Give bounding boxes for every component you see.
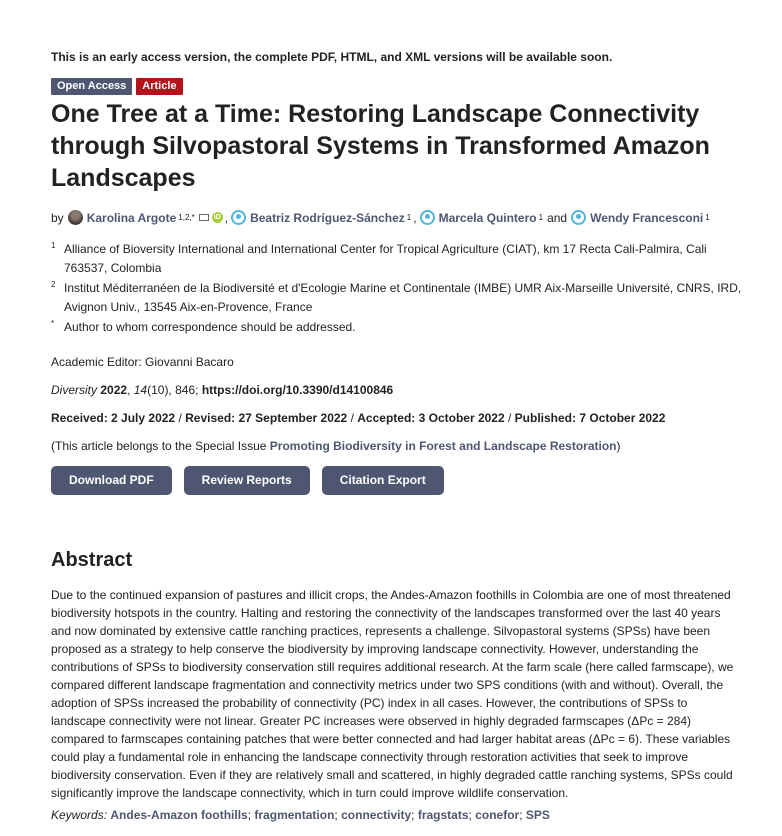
keyword-link[interactable]: fragstats <box>417 808 469 822</box>
keyword-separator: ; <box>468 808 472 822</box>
keyword-link[interactable]: connectivity <box>341 808 412 822</box>
special-issue-prefix: (This article belongs to the Special Issue <box>51 439 270 453</box>
author-name[interactable]: Wendy Francesconi <box>590 210 704 225</box>
affiliation-item <box>51 279 751 317</box>
affiliation-text: Institut Méditerranéen de la Biodiversité et d'Ecologie Marine et Continentale (IMBE) UMR Aix-Marseille Université, CNRS, IRD, Avignon Univ., 13545 Aix-en-Provence, France <box>64 281 742 314</box>
author-generic-icon <box>231 210 246 225</box>
published-date: 7 October 2022 <box>579 411 666 425</box>
author-name[interactable]: Beatriz Rodríguez-Sánchez <box>250 210 405 225</box>
published-label: Published: <box>514 411 577 425</box>
affiliation-text: Alliance of Bioversity International and International Center for Tropical Agriculture (CIAT), km 17 Recta Cali-Palmira, Cali 763537, Colombia <box>64 242 707 275</box>
keyword-link[interactable]: fragmentation <box>254 808 335 822</box>
open-access-badge[interactable]: Open Access <box>51 78 132 95</box>
affiliation-number: * <box>51 319 55 328</box>
download-pdf-button[interactable]: Download PDF <box>51 466 172 495</box>
keyword-separator: ; <box>334 808 338 822</box>
journal-name: Diversity <box>51 383 98 397</box>
orcid-icon[interactable]: iD <box>213 214 221 221</box>
affiliation-number: 1 <box>51 241 56 250</box>
author-name[interactable]: Marcela Quintero <box>438 210 537 225</box>
received-date: 2 July 2022 <box>111 411 176 425</box>
author-2[interactable] <box>231 210 411 225</box>
author-separator: , <box>413 210 417 225</box>
affiliation-number: 2 <box>51 280 56 289</box>
author-affil-sup: 1,2,* <box>178 213 195 222</box>
mail-icon[interactable] <box>199 214 209 221</box>
author-1[interactable] <box>68 210 223 225</box>
keywords <box>51 808 550 822</box>
special-issue-link[interactable]: Promoting Biodiversity in Forest and Landscape Restoration <box>269 439 617 453</box>
accepted-label: Accepted: <box>357 411 416 425</box>
badges <box>51 78 183 95</box>
keyword-separator: ; <box>519 808 523 822</box>
accepted-date: 3 October 2022 <box>418 411 505 425</box>
revised-label: Revised: <box>185 411 236 425</box>
author-list <box>51 210 710 225</box>
publication-dates: Received: 2 July 2022 / Revised: 27 September 2022 / Accepted: 3 October 2022 / Published: 7 October 2022 <box>51 411 666 425</box>
author-separator: , <box>224 210 229 225</box>
affiliation-text: Author to whom correspondence should be addressed. <box>64 320 356 334</box>
author-affil-sup: 1 <box>705 213 710 222</box>
author-photo-icon <box>68 210 83 225</box>
abstract-heading: Abstract <box>51 549 133 571</box>
keyword-separator: ; <box>247 808 252 822</box>
academic-editor: Academic Editor: Giovanni Bacaro <box>51 355 234 369</box>
early-access-notice: This is an early access version, the complete PDF, HTML, and XML versions will be available soon. <box>51 50 613 64</box>
special-issue-note <box>51 439 621 453</box>
citation-issue-pages: (10), 846; <box>147 383 199 397</box>
special-issue-suffix: ) <box>616 439 621 453</box>
and-label: and <box>547 210 568 225</box>
doi-link[interactable]: https://doi.org/10.3390/d14100846 <box>201 383 394 397</box>
author-name[interactable]: Karolina Argote <box>86 210 177 225</box>
keyword-link[interactable]: conefor <box>475 808 520 822</box>
affiliation-item <box>51 240 751 278</box>
by-label: by <box>51 210 64 225</box>
author-affil-sup: 1 <box>406 213 412 222</box>
author-3[interactable] <box>420 210 543 225</box>
affiliation-item <box>51 318 751 337</box>
affiliations <box>51 240 751 338</box>
keyword-separator: ; <box>411 808 415 822</box>
author-affil-sup: 1 <box>538 213 544 222</box>
author-generic-icon <box>571 210 586 225</box>
keyword-link[interactable]: Andes-Amazon foothills <box>110 808 248 822</box>
author-generic-icon <box>420 210 435 225</box>
author-4[interactable] <box>571 210 710 225</box>
revised-date: 27 September 2022 <box>238 411 348 425</box>
abstract-text: Due to the continued expansion of pastures and illicit crops, the Andes-Amazon foothills in Colombia are one of most threatened biodiversity hotspots in the country. Halting and restoring the connectivity of the landscapes transformed over the last 40 years and now dominated by extensive cattle ranching practices, represents a challenge. Silvopastoral systems (SPSs) have been proposed as a strategy to help conserve the biodiversity by improving landscape connectivity. However, understanding the contributions of SPSs to biodiversity conservation still requires additional research. At the farm scale (here called farmscape), we compared different landscape fragmentation and connectivity metrics under two SPS conditions (with and without). Overall, the adoption of SPSs increased the probability of connectivity (PC) index in all cases. However, the contributions of SPSs to landscape connectivity were not linear. Greater PC increases were observed in highly degraded farmscapes (ΔPc = 284) compared to farmscapes containing patches that were better connected and had larger habitat areas (ΔPc = 6). These variables could play a fundamental role in enhancing the landscape connectivity through restoration activities that seek to improve biodiversity conservation. Even if they are relatively small and scattered, in highly degraded cattle ranching systems, SPSs could significantly improve the landscape connectivity, which in turn could improve wildlife conservation. <box>51 588 734 800</box>
citation-line: Diversity 2022, 14(10), 846; https://doi.org/10.3390/d14100846 <box>51 383 394 397</box>
citation-volume: 14 <box>133 383 148 397</box>
citation-year: 2022 <box>100 383 128 397</box>
article-type-badge: Article <box>136 78 182 95</box>
citation-export-button[interactable]: Citation Export <box>322 466 444 495</box>
article-title: One Tree at a Time: Restoring Landscape Connectivity through Silvopastoral Systems in Transformed Amazon Landscapes <box>51 100 710 192</box>
received-label: Received: <box>51 411 108 425</box>
review-reports-button[interactable]: Review Reports <box>184 466 310 495</box>
keyword-link[interactable]: SPS <box>525 808 550 822</box>
keywords-label: Keywords: <box>51 808 108 822</box>
action-buttons <box>51 466 444 495</box>
